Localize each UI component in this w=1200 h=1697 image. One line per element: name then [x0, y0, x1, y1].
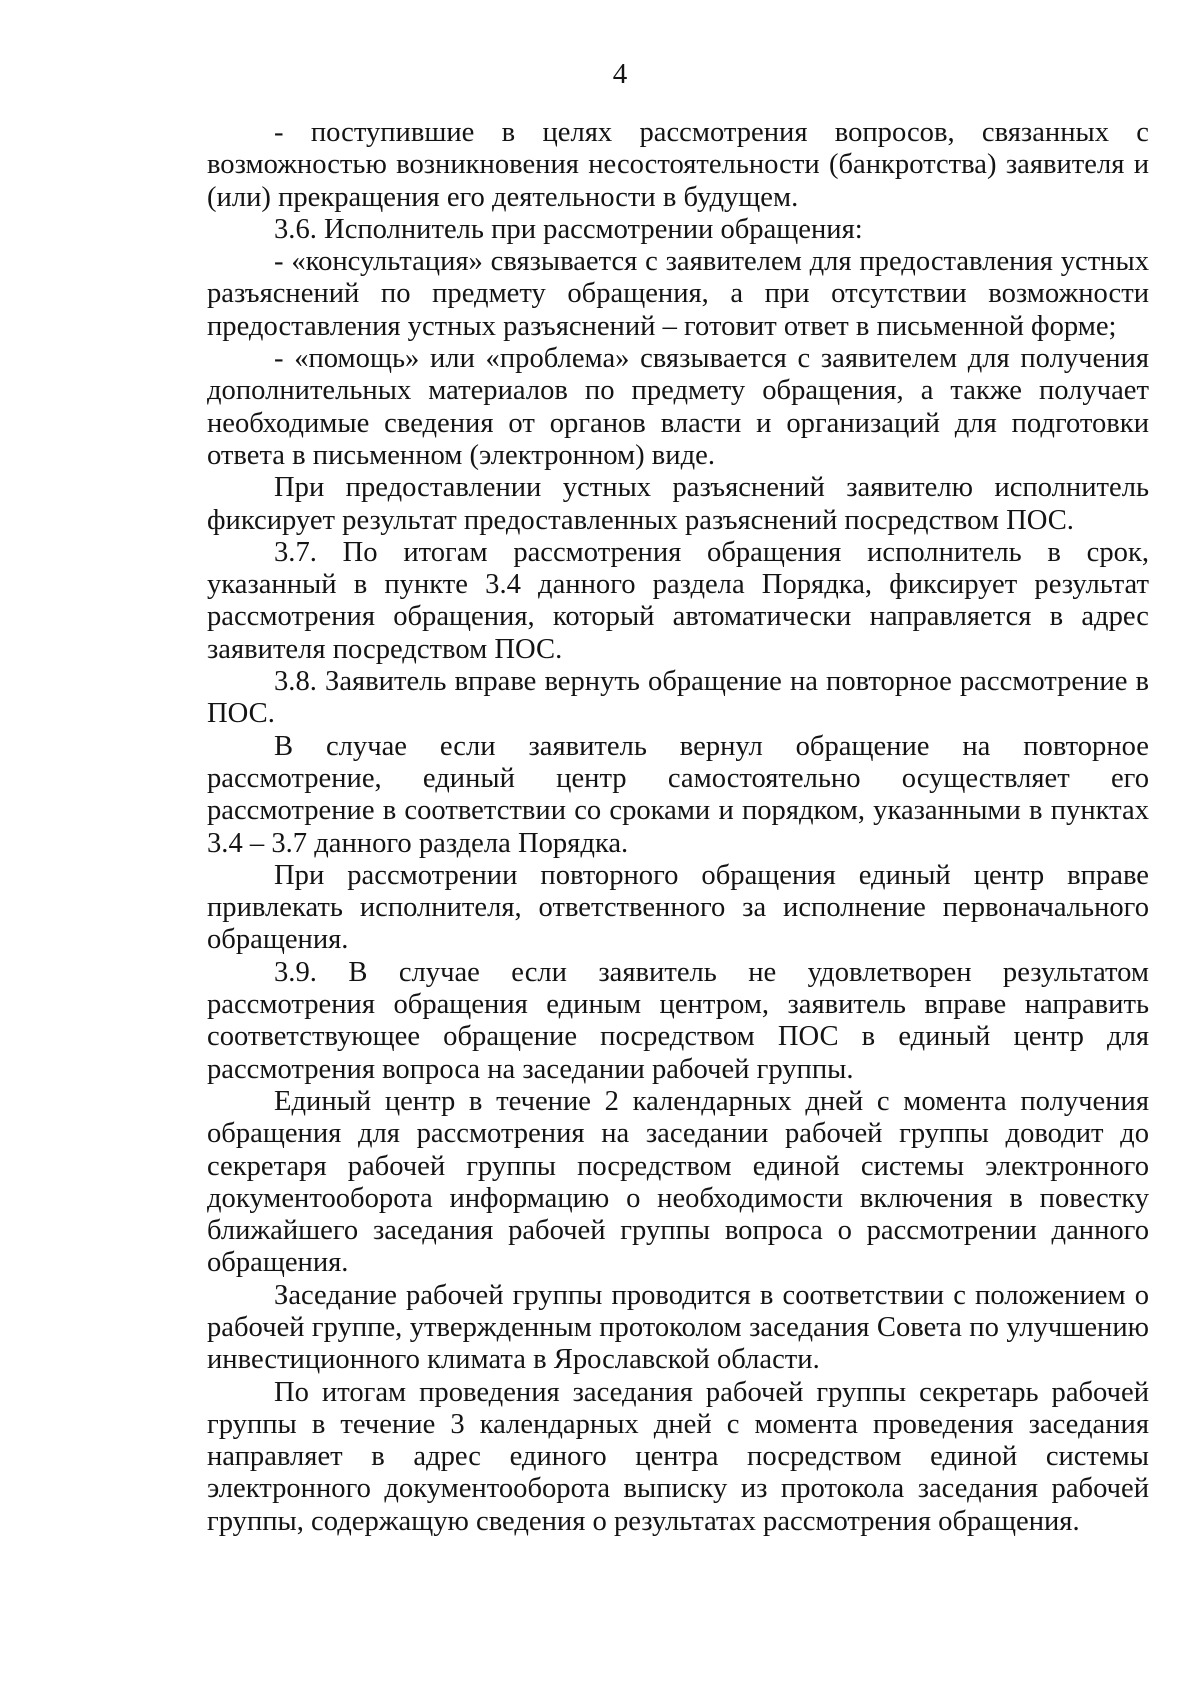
- paragraph: В случае если заявитель вернул обращение на повторное рассмотрение, единый центр самостоятельно осуществляет его рассмотрение в соответствии со сроками и порядком, указанными в пунктах 3.4 – 3.7 данного раздела Порядка.: [207, 730, 1149, 859]
- paragraph: - «консультация» связывается с заявителем для предоставления устных разъяснений по предмету обращения, а при отсутствии возможности предоставления устных разъяснений – готовит ответ в письменной форме;: [207, 246, 1149, 342]
- paragraph: Единый центр в течение 2 календарных дней с момента получения обращения для рассмотрения на заседании рабочей группы доводит до секретаря рабочей группы посредством единой системы электронного документооборота информацию о необходимости включения в повестку ближайшего заседания рабочей группы вопроса о рассмотрении данного обращения.: [207, 1085, 1149, 1279]
- paragraph: 3.7. По итогам рассмотрения обращения исполнитель в срок, указанный в пункте 3.4 данного раздела Порядка, фиксирует результат рассмотрения обращения, который автоматически направляется в адрес заявителя посредством ПОС.: [207, 536, 1149, 665]
- paragraph: 3.8. Заявитель вправе вернуть обращение на повторное рассмотрение в ПОС.: [207, 666, 1149, 730]
- paragraph: 3.6. Исполнитель при рассмотрении обращения:: [274, 213, 863, 245]
- document-body: [207, 117, 1149, 1538]
- page-number: 4: [612, 58, 628, 90]
- paragraph: По итогам проведения заседания рабочей группы секретарь рабочей группы в течение 3 календарных дней с момента проведения заседания направляет в адрес единого центра посредством единой системы электронного документооборота выписку из протокола заседания рабочей группы, содержащую сведения о результатах рассмотрения обращения.: [207, 1376, 1149, 1537]
- paragraph: - «помощь» или «проблема» связывается с заявителем для получения дополнительных материалов по предмету обращения, а также получает необходимые сведения от органов власти и организаций для подготовки ответа в письменном (электронном) виде.: [207, 343, 1149, 471]
- paragraph: Заседание рабочей группы проводится в соответствии с положением о рабочей группе, утвержденным протоколом заседания Совета по улучшению инвестиционного климата в Ярославской области.: [207, 1279, 1149, 1376]
- paragraph: - поступившие в целях рассмотрения вопросов, связанных с возможностью возникновения несостоятельности (банкротства) заявителя и (или) прекращения его деятельности в будущем.: [207, 117, 1149, 213]
- paragraph: 3.9. В случае если заявитель не удовлетворен результатом рассмотрения обращения единым центром, заявитель вправе направить соответствующее обращение посредством ПОС в единый центр для рассмотрения вопроса на заседании рабочей группы.: [207, 956, 1149, 1085]
- paragraph: При предоставлении устных разъяснений заявителю исполнитель фиксирует результат предоставленных разъяснений посредством ПОС.: [207, 472, 1149, 536]
- paragraph: При рассмотрении повторного обращения единый центр вправе привлекать исполнителя, ответственного за исполнение первоначального обращения.: [207, 859, 1149, 956]
